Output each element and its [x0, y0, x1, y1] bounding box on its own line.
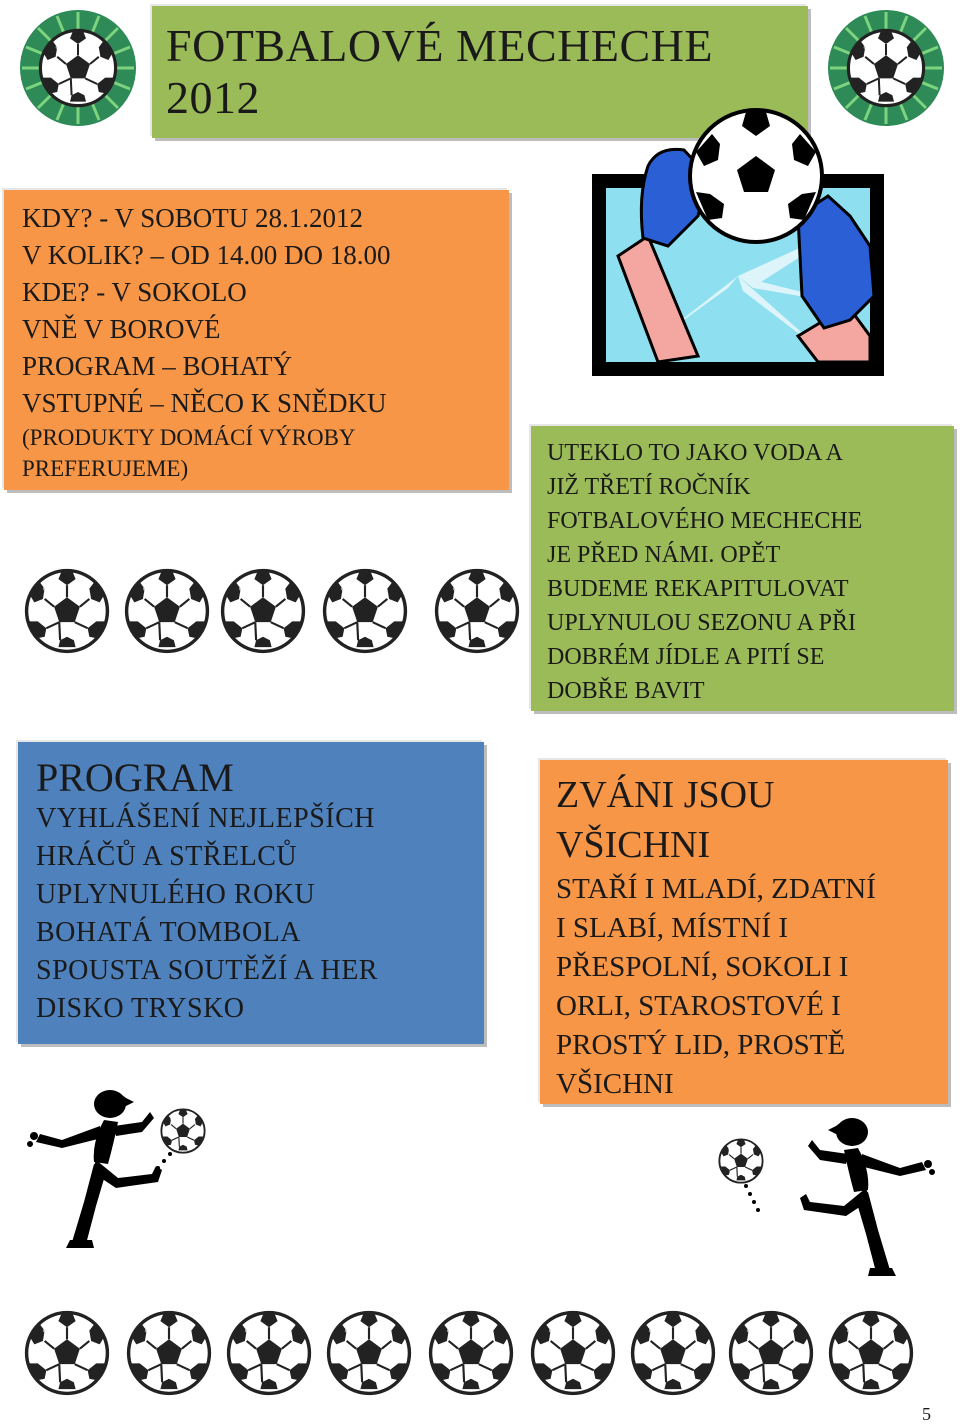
program-heading: PROGRAM: [36, 755, 234, 800]
soccer-ball-icon: [124, 568, 210, 654]
program-item: DISKO TRYSKO: [36, 993, 245, 1024]
goalkeeper-icon: [588, 106, 890, 380]
soccer-ball-icon: [160, 1108, 206, 1154]
info-line: KDE? - V SOKOLO: [22, 277, 247, 307]
soccer-ball-icon: [24, 568, 110, 654]
program-item: BOHATÁ TOMBOLA: [36, 917, 301, 948]
soccer-ball-icon: [322, 568, 408, 654]
page-title-year: 2012: [166, 72, 260, 123]
news-line: FOTBALOVÉHO MECHECHE: [547, 508, 863, 534]
info-line: PROGRAM – BOHATÝ: [22, 351, 293, 381]
soccer-ball-icon: [530, 1310, 616, 1396]
news-line: JIŽ TŘETÍ ROČNÍK: [547, 474, 751, 500]
news-line: DOBRÉM JÍDLE A PITÍ SE: [547, 644, 825, 670]
news-line: BUDEME REKAPITULOVAT: [547, 576, 849, 602]
invitation-box: [540, 760, 948, 1104]
invitation-line: PŘESPOLNÍ, SOKOLI I: [556, 951, 849, 983]
info-note: PREFERUJEME): [22, 456, 189, 481]
news-line: JE PŘED NÁMI. OPĚT: [547, 542, 781, 568]
news-line: UPLYNULOU SEZONU A PŘI: [547, 610, 856, 636]
news-line: DOBŘE BAVIT: [547, 678, 705, 704]
soccer-ball-icon: [434, 568, 520, 654]
invitation-line: STAŘÍ I MLADÍ, ZDATNÍ: [556, 873, 876, 905]
dotted-trajectory: [740, 1182, 770, 1222]
info-line: KDY? - V SOBOTU 28.1.2012: [22, 203, 364, 233]
soccer-badge-icon: [18, 8, 138, 128]
invitation-line: I SLABÍ, MÍSTNÍ I: [556, 912, 788, 944]
news-box: [531, 426, 954, 711]
soccer-ball-icon: [126, 1310, 212, 1396]
program-item: VYHLÁŠENÍ NEJLEPŠÍCH: [36, 803, 375, 834]
program-item: HRÁČŮ A STŘELCŮ: [36, 841, 298, 872]
invitation-line: PROSTÝ LID, PROSTĚ: [556, 1029, 846, 1061]
soccer-ball-icon: [630, 1310, 716, 1396]
info-line: V KOLIK? – OD 14.00 DO 18.00: [22, 240, 391, 270]
soccer-ball-icon: [728, 1310, 814, 1396]
invitation-line: ORLI, STAROSTOVÉ I: [556, 990, 841, 1022]
info-line: VSTUPNÉ – NĚCO K SNĚDKU: [22, 388, 387, 418]
page-title: FOTBALOVÉ MECHECHE: [166, 20, 713, 71]
invitation-line: VŠICHNI: [556, 1068, 674, 1100]
soccer-ball-icon: [718, 1138, 764, 1184]
soccer-ball-icon: [220, 568, 306, 654]
soccer-ball-icon: [428, 1310, 514, 1396]
program-item: SPOUSTA SOUTĚŽÍ A HER: [36, 955, 378, 986]
program-item: UPLYNULÉHO ROKU: [36, 879, 316, 910]
soccer-ball-icon: [226, 1310, 312, 1396]
soccer-ball-icon: [326, 1310, 412, 1396]
dotted-trajectory: [150, 1150, 180, 1176]
news-line: UTEKLO TO JAKO VODA A: [547, 440, 844, 466]
soccer-ball-icon: [828, 1310, 914, 1396]
info-note: (PRODUKTY DOMÁCÍ VÝROBY: [22, 425, 356, 450]
page-number: 5: [922, 1404, 931, 1424]
program-box: [18, 742, 484, 1044]
event-info-box: [4, 190, 509, 490]
soccer-ball-icon: [24, 1310, 110, 1396]
invitation-heading: ZVÁNI JSOU: [556, 774, 775, 816]
info-line: VNĚ V BOROVÉ: [22, 314, 221, 344]
kicking-player-icon: [740, 1110, 940, 1280]
invitation-heading: VŠICHNI: [556, 824, 711, 866]
